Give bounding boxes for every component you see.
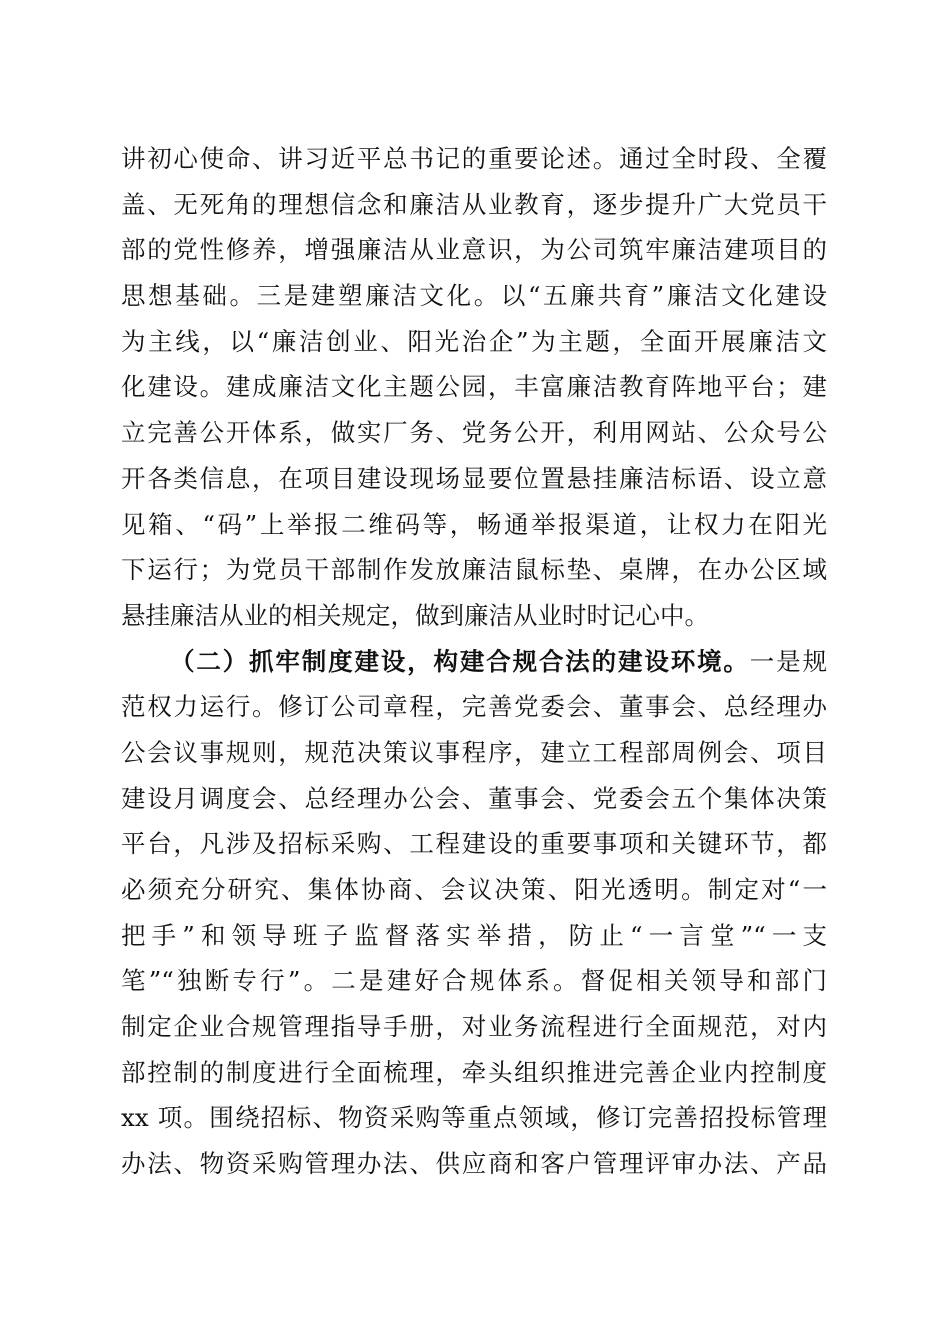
paragraph-line: 办法、物资采购管理办法、供应商和客户管理评审办法、产品 (121, 1149, 827, 1179)
paragraph-line: 立完善公开体系，做实厂务、党务公开，利用网站、公众号公 (121, 418, 827, 448)
paragraph-line: 公会议事规则，规范决策议事程序，建立工程部周例会、项目 (121, 737, 827, 767)
paragraph-line: 建设月调度会、总经理办公会、董事会、党委会五个集体决策 (121, 783, 827, 813)
paragraph-line: 化建设。建成廉洁文化主题公园，丰富廉洁教育阵地平台；建 (121, 372, 827, 402)
paragraph-line: 下运行；为党员干部制作发放廉洁鼠标垫、桌牌，在办公区域 (121, 555, 827, 585)
paragraph-2 (121, 639, 827, 1187)
paragraph-line: 笔”“独断专行”。二是建好合规体系。督促相关领导和部门 (121, 966, 827, 996)
paragraph-line: 为主线，以“廉洁创业、阳光治企”为主题，全面开展廉洁文 (121, 326, 827, 356)
body-text (121, 136, 827, 1187)
paragraph-line: 把手”和领导班子监督落实举措，防止“一言堂”“一支 (121, 920, 827, 950)
heading-line-rest: 一是规 (749, 646, 828, 676)
paragraph-line: 范权力运行。修订公司章程，完善党委会、董事会、总经理办 (121, 692, 827, 722)
paragraph-line: 思想基础。三是建塑廉洁文化。以“五廉共育”廉洁文化建设 (121, 281, 827, 311)
paragraph-first-line (121, 639, 827, 685)
paragraph-line: 部控制的制度进行全面梳理，牵头组织推进完善企业内控制度 (121, 1057, 827, 1087)
paragraph-line: 悬挂廉洁从业的相关规定，做到廉洁从业时时记心中。 (121, 600, 709, 630)
paragraph-line: 开各类信息，在项目建设现场显要位置悬挂廉洁标语、设立意 (121, 463, 827, 493)
paragraph-line: xx 项。围绕招标、物资采购等重点领域，修订完善招投标管理 (121, 1103, 827, 1133)
paragraph-line: 见箱、“码”上举报二维码等，畅通举报渠道，让权力在阳光 (121, 509, 827, 539)
paragraph-line: 平台，凡涉及招标采购、工程建设的重要事项和关键环节，都 (121, 829, 827, 859)
paragraph-line: 制定企业合规管理指导手册，对业务流程进行全面规范，对内 (121, 1012, 827, 1042)
section-heading: （二）抓牢制度建设，构建合规合法的建设环境。 (170, 646, 750, 676)
paragraph-1 (121, 136, 827, 639)
paragraph-line: 部的党性修养，增强廉洁从业意识，为公司筑牢廉洁建项目的 (121, 235, 827, 265)
paragraph-line: 盖、无死角的理想信念和廉洁从业教育，逐步提升广大党员干 (121, 189, 827, 219)
paragraph-line: 讲初心使命、讲习近平总书记的重要论述。通过全时段、全覆 (121, 144, 827, 173)
paragraph-line: 必须充分研究、集体协商、会议决策、阳光透明。制定对“一 (121, 875, 827, 904)
